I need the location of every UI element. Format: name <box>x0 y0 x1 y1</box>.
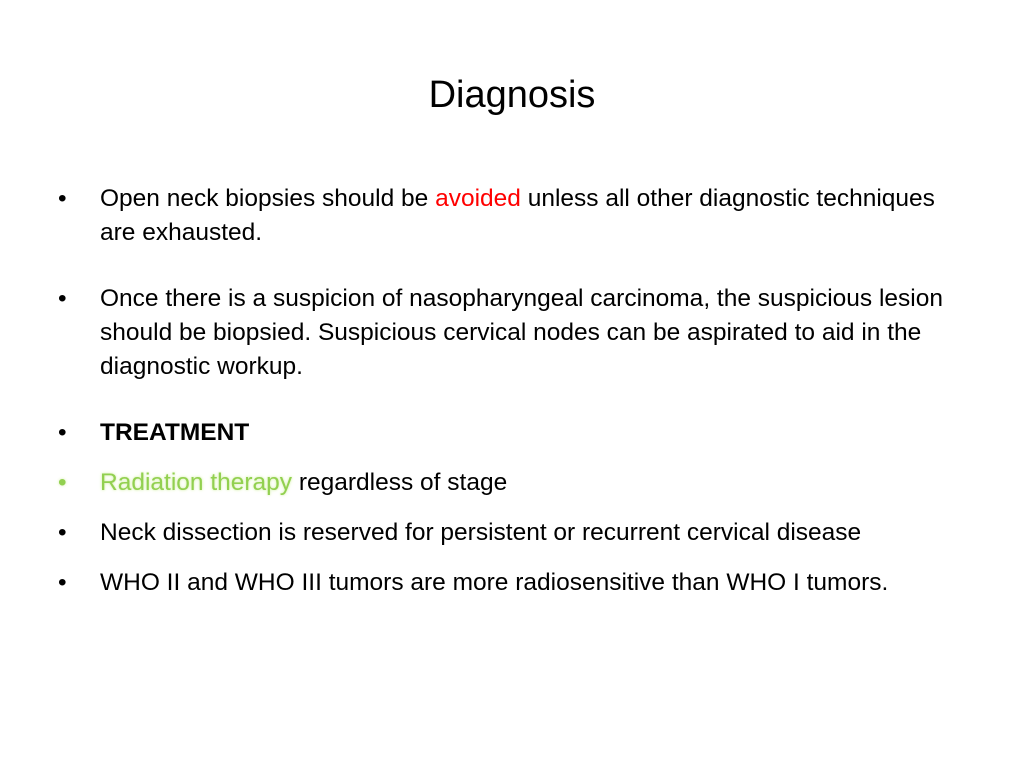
bullet-dot-icon: • <box>58 569 67 596</box>
bullet-dot-icon: • <box>58 519 67 546</box>
treatment-heading: TREATMENT <box>100 419 250 446</box>
bullet-dot-icon: • <box>58 469 67 496</box>
bullet-item-radiation <box>58 466 958 500</box>
bullet-item-who <box>58 566 958 600</box>
bullet-item-suspicion <box>58 282 958 384</box>
bullet-text-after: regardless of stage <box>292 469 508 496</box>
bullet-text: Neck dissection is reserved for persistent or recurrent cervical disease <box>100 519 862 546</box>
bullet-item-treatment <box>58 416 958 450</box>
bullet-text: Once there is a suspicion of nasopharyngeal carcinoma, the suspicious lesion should be biopsied. Suspicious cervical nodes can be aspirated to aid in the diagnostic workup. <box>100 285 944 380</box>
bullet-item-neck-dissection <box>58 516 958 550</box>
bullet-text: WHO II and WHO III tumors are more radiosensitive than WHO I tumors. <box>100 569 889 596</box>
bullet-dot-icon: • <box>58 285 67 312</box>
slide-title: Diagnosis <box>428 74 596 116</box>
bullet-dot-icon: • <box>58 419 67 446</box>
bullet-dot-icon: • <box>58 185 67 212</box>
bullet-text-after: unless all other diagnostic techniques are exhausted. <box>100 185 935 246</box>
bullet-item-biopsy <box>58 182 958 250</box>
bullet-text-before: Open neck biopsies should be <box>100 185 436 212</box>
highlight-avoided: avoided <box>435 185 521 212</box>
highlight-radiation-therapy: Radiation therapy <box>100 469 293 496</box>
bullet-list <box>58 182 958 600</box>
